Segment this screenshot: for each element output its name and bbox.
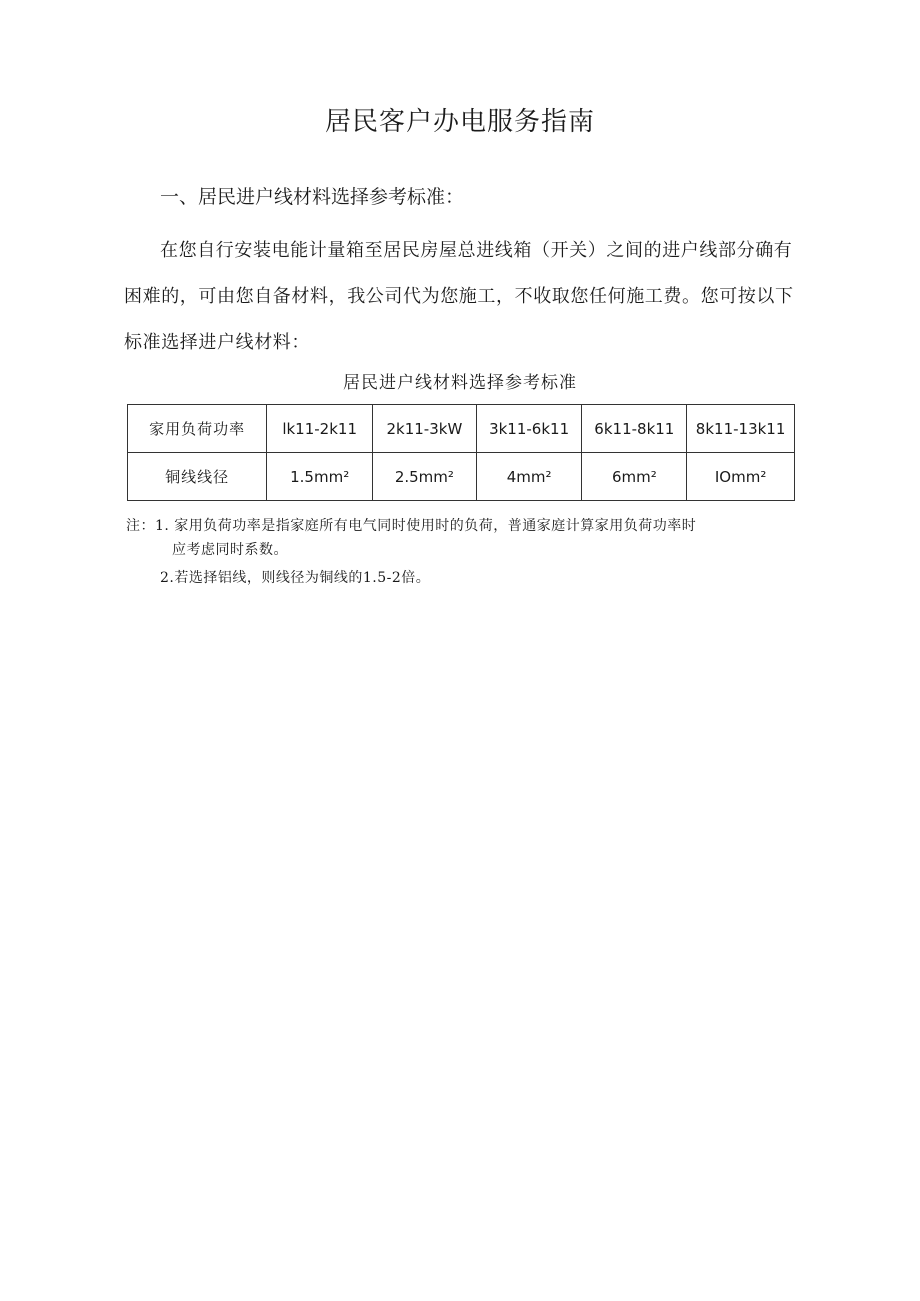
- table-row-wire: [128, 453, 795, 501]
- table-cell: 6k11-8k11: [582, 405, 687, 453]
- table-cell: 3k11-6k11: [476, 405, 582, 453]
- table-caption: 居民进户线材料选择参考标准: [343, 373, 577, 393]
- note-1-continued: 应考虑同时系数。: [172, 542, 288, 558]
- table-cell: lk11-2k11: [267, 405, 373, 453]
- note-1: 注：1. 家用负荷功率是指家庭所有电气同时使用时的负荷，普通家庭计算家用负荷功率时: [126, 518, 697, 534]
- table-cell: 6mm²: [582, 453, 687, 501]
- table-cell: 2.5mm²: [373, 453, 477, 501]
- spec-table: [127, 404, 795, 501]
- intro-paragraph: 在您自行安装电能计量箱至居民房屋总进线箱（开关）之间的进户线部分确有困难的，可由您自备材料，我公司代为您施工，不收取您任何施工费。您可按以下标准选择进户线材料：: [124, 240, 794, 353]
- table-cell: 4mm²: [476, 453, 582, 501]
- table-cell: 2k11-3kW: [373, 405, 477, 453]
- note-2: 2.若选择铝线，则线径为铜线的1.5-2倍。: [160, 570, 431, 586]
- row-header: 铜线线径: [128, 453, 267, 501]
- document-title: 居民客户办电服务指南: [324, 107, 595, 137]
- row-header: 家用负荷功率: [128, 405, 267, 453]
- table-cell: IOmm²: [687, 453, 795, 501]
- section-heading: 一、居民进户线材料选择参考标准：: [160, 186, 465, 208]
- table-cell: 8k11-13k11: [687, 405, 795, 453]
- table-cell: 1.5mm²: [267, 453, 373, 501]
- table-row-load: [128, 405, 795, 453]
